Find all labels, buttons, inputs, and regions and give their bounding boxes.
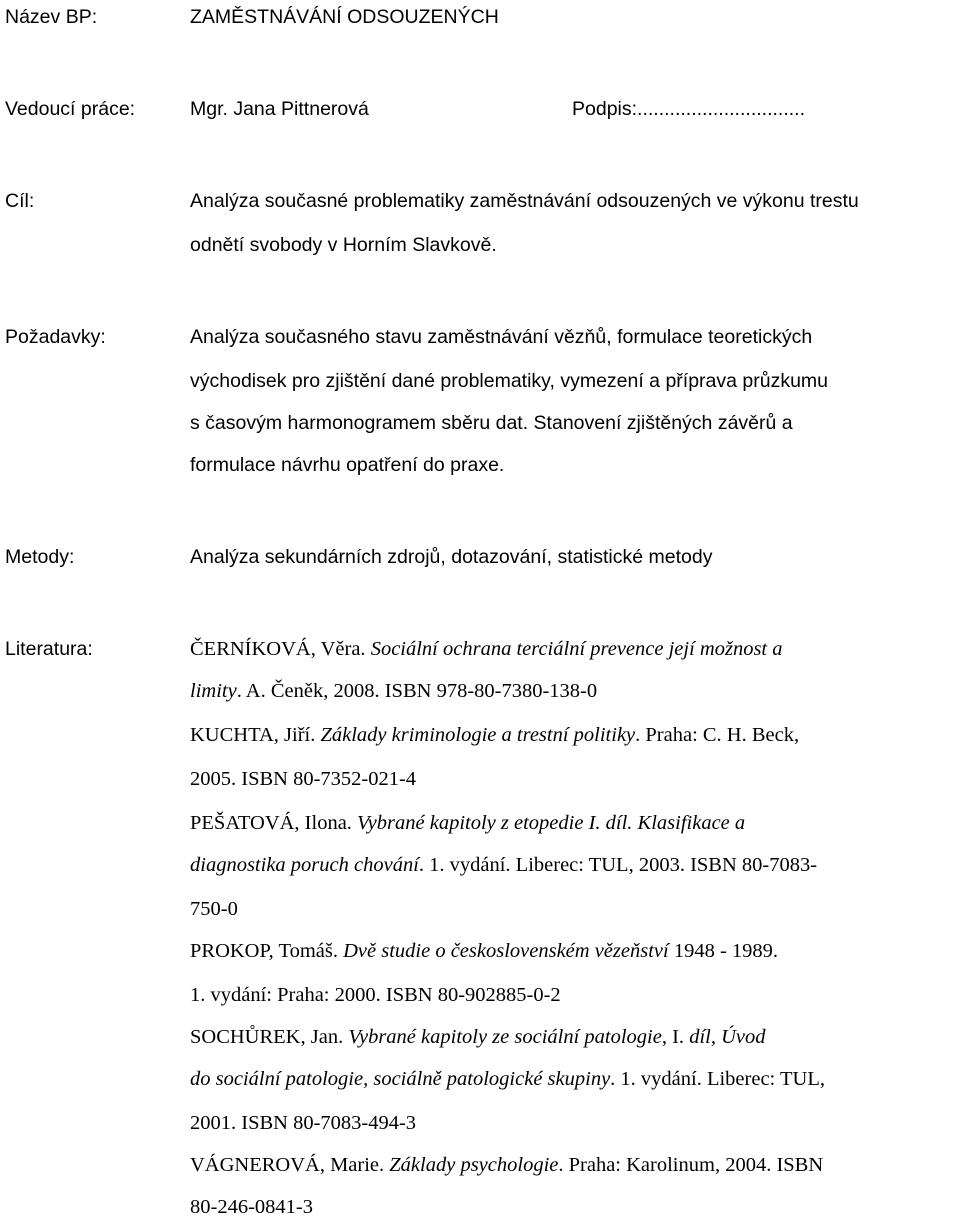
methods-label: Metody: [5,546,75,568]
requirements-line-3: s časovým harmonogramem sběru dat. Stanovení zjištěných závěrů a [190,412,793,434]
supervisor-name: Mgr. Jana Pittnerová [190,98,369,120]
requirements-line-1: Analýza současného stavu zaměstnávání vězňů, formulace teoretických [190,326,813,348]
goal-label: Cíl: [5,190,35,212]
reference-4-line-1: PROKOP, Tomáš. Dvě studie o československém vězeňství 1948 - 1989. [190,940,779,962]
methods-value: Analýza sekundárních zdrojů, dotazování, statistické metody [190,546,713,568]
requirements-line-2: východisek pro zjištění dané problematiky, vymezení a příprava průzkumu [190,370,829,392]
reference-1-line-2: limity. A. Čeněk, 2008. ISBN 978-80-7380-138-0 [190,680,598,702]
reference-6-line-1: VÁGNEROVÁ, Marie. Základy psychologie. Praha: Karolinum, 2004. ISBN [190,1154,824,1176]
reference-3-line-3: 750-0 [190,898,238,920]
reference-6-line-2: 80-246-0841-3 [190,1196,313,1218]
reference-5-line-1: SOCHŮREK, Jan. Vybrané kapitoly ze sociální patologie, I. díl, Úvod [190,1026,766,1048]
signature-field: Podpis:............................... [572,98,805,120]
thesis-title: ZAMĚSTNÁVÁNÍ ODSOUZENÝCH [190,6,499,28]
literature-label: Literatura: [5,638,93,660]
requirements-label: Požadavky: [5,326,106,348]
goal-line-2: odnětí svobody v Horním Slavkově. [190,234,497,256]
reference-1-line-1: ČERNÍKOVÁ, Věra. Sociální ochrana terciální prevence její možnost a [190,638,783,660]
supervisor-label: Vedoucí práce: [5,98,136,120]
goal-line-1: Analýza současné problematiky zaměstnávání odsouzených ve výkonu trestu [190,190,859,212]
reference-3-line-2: diagnostika poruch chování. 1. vydání. Liberec: TUL, 2003. ISBN 80-7083- [190,854,818,876]
reference-4-line-2: 1. vydání: Praha: 2000. ISBN 80-902885-0-2 [190,984,561,1006]
reference-2-line-1: KUCHTA, Jiří. Základy kriminologie a trestní politiky. Praha: C. H. Beck, [190,724,800,746]
reference-5-line-2: do sociální patologie, sociálně patologické skupiny. 1. vydání. Liberec: TUL, [190,1068,825,1090]
title-label: Název BP: [5,6,98,28]
reference-2-line-2: 2005. ISBN 80-7352-021-4 [190,768,417,790]
requirements-line-4: formulace návrhu opatření do praxe. [190,454,505,476]
reference-3-line-1: PEŠATOVÁ, Ilona. Vybrané kapitoly z etopedie I. díl. Klasifikace a [190,812,746,834]
reference-5-line-3: 2001. ISBN 80-7083-494-3 [190,1112,417,1134]
